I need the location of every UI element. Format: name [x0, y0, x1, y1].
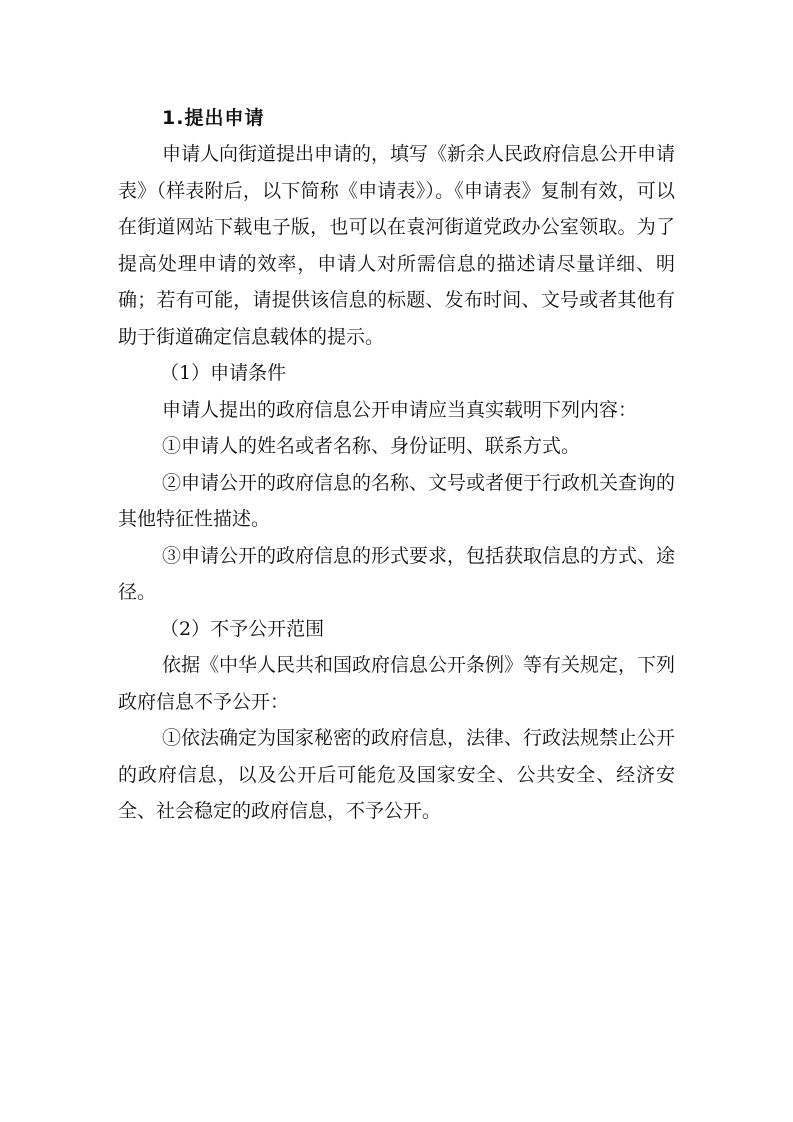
- non-disclosure-paragraph: 依据《中华人民共和国政府信息公开条例》等有关规定，下列政府信息不予公开：: [118, 654, 676, 713]
- intro-paragraph: 申请人向街道提出申请的，填写《新余人民政府信息公开申请表》（样表附后，以下简称《申请表》）。《申请表》复制有效，可以在街道网站下载电子版，也可以在袁河街道党政办公室领取。为了提高处理申请的效率，申请人对所需信息的描述请尽量详细、明确；若有可能，请提供该信息的标题、发布时间、文号或者其他有助于街道确定信息载体的提示。: [118, 143, 676, 348]
- condition-item-2: ②申请公开的政府信息的名称、文号或者便于行政机关查询的其他特征性描述。: [118, 471, 676, 530]
- subheading-non-disclosure-scope: （2）不予公开范围: [160, 617, 325, 640]
- condition-item-3: ③申请公开的政府信息的形式要求，包括获取信息的方式、途径。: [118, 544, 676, 603]
- subheading-application-conditions: （1）申请条件: [160, 362, 287, 384]
- conditions-paragraph: 申请人提出的政府信息公开申请应当真实载明下列内容：: [162, 398, 638, 421]
- non-disclosure-item-1: ①依法确定为国家秘密的政府信息，法律、行政法规禁止公开的政府信息，以及公开后可能危及国家安全、公共安全、经济安全、社会稳定的政府信息，不予公开。: [118, 727, 676, 822]
- condition-item-1: ①申请人的姓名或者名称、身份证明、联系方式。: [162, 435, 581, 457]
- section-title: 1.提出申请: [162, 107, 265, 129]
